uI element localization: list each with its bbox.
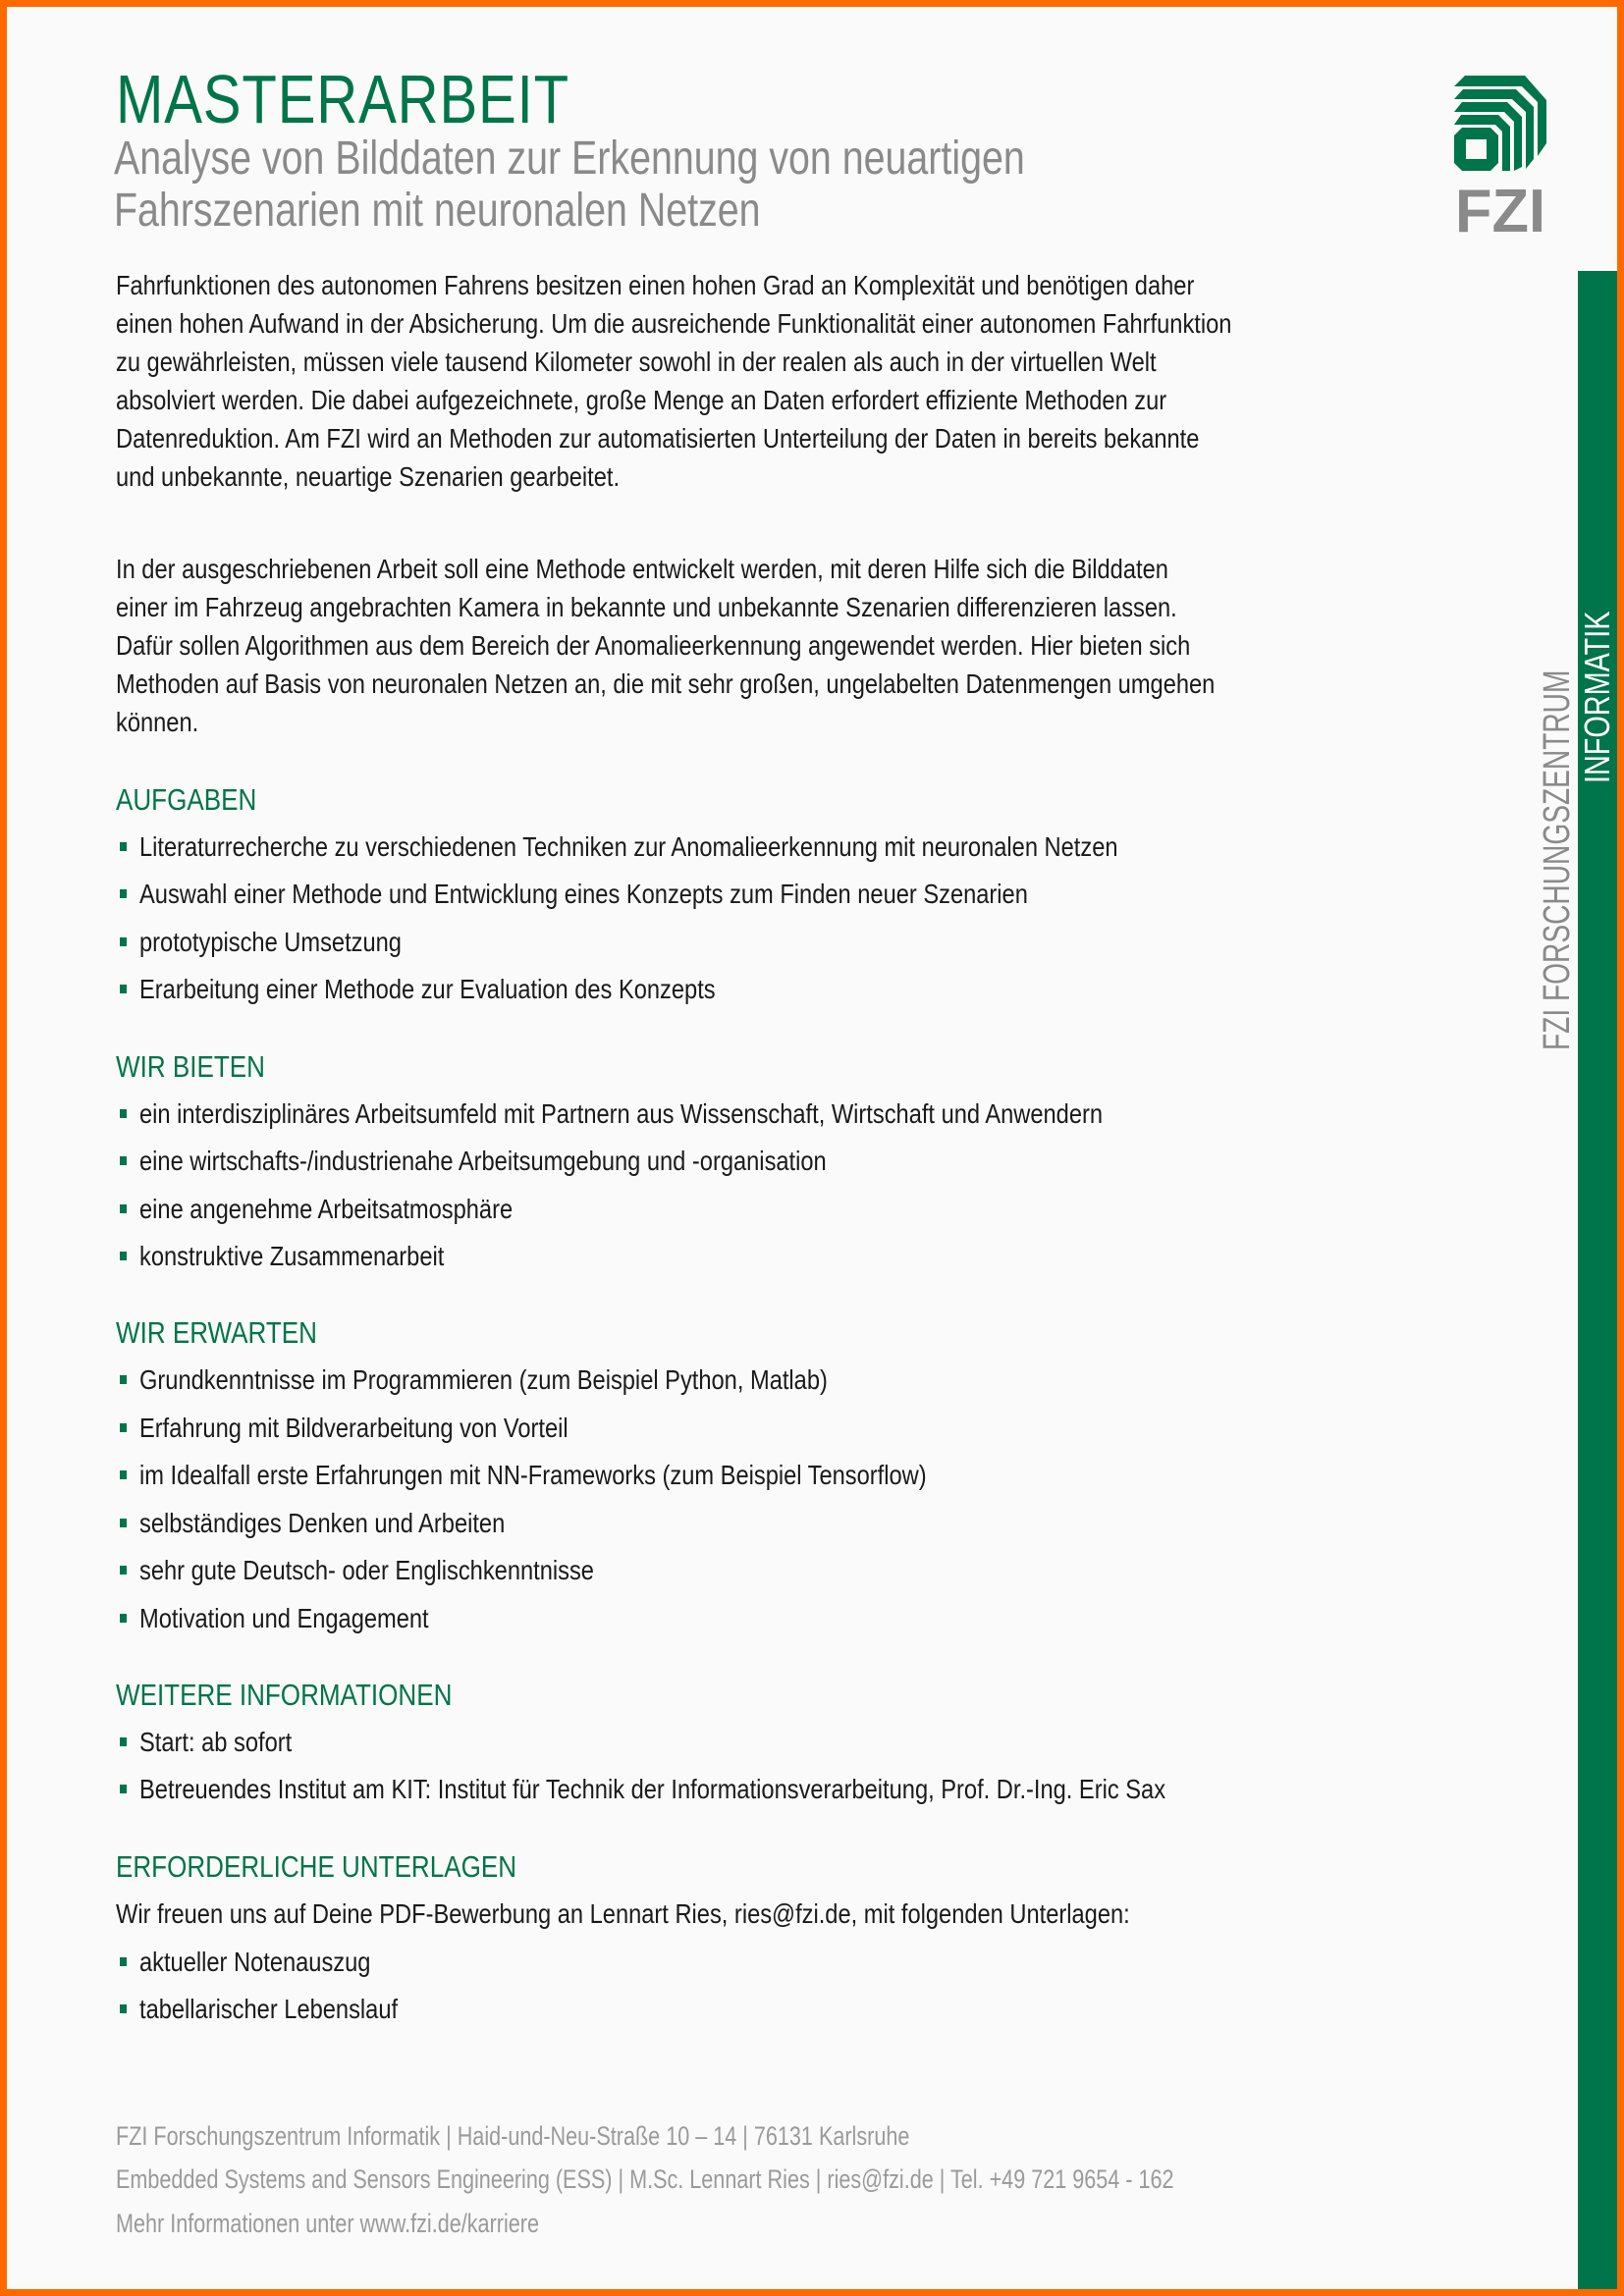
section-heading: ERFORDERLICHE UNTERLAGEN <box>116 1849 517 1884</box>
paragraph-line: Dafür sollen Algorithmen aus dem Bereich der Anomalieerkennung angewendet werden. Hier bieten sich <box>116 630 1191 661</box>
list-item: Grundkenntnisse im Programmieren (zum Beispiel Python, Matlab) <box>139 1364 828 1395</box>
side-banner-org-name: FZI FORSCHUNGSZENTRUM <box>1537 669 1578 1050</box>
list-item: Start: ab sofort <box>139 1727 293 1757</box>
bullet-icon <box>120 1785 127 1793</box>
list-item: Auswahl einer Methode und Entwicklung eines Konzepts zum Finden neuer Szenarien <box>139 879 1028 909</box>
subtitle-line-2: Fahrszenarien mit neuronalen Netzen <box>114 185 761 237</box>
fzi-logo <box>1451 73 1549 236</box>
bullet-icon <box>120 1423 127 1432</box>
list-item: eine wirtschafts-/industrienahe Arbeitsumgebung und -organisation <box>139 1146 827 1176</box>
list-item: eine angenehme Arbeitsatmosphäre <box>139 1194 514 1224</box>
paragraph-line: absolviert werden. Die dabei aufgezeichnete, große Menge an Daten erfordert effiziente Methoden zur <box>116 385 1167 415</box>
bullet-icon <box>120 1519 127 1527</box>
page-title: MASTERARBEIT <box>116 61 569 137</box>
application-intro-text: Wir freuen uns auf Deine PDF-Bewerbung an Lennart Ries, ries@fzi.de, mit folgenden Unterlagen: <box>116 1898 1130 1929</box>
list-item: im Idealfall erste Erfahrungen mit NN-Frameworks (zum Beispiel Tensorflow) <box>139 1460 927 1490</box>
bullet-icon <box>120 1614 127 1623</box>
list-item: ein interdisziplinäres Arbeitsumfeld mit Partnern aus Wissenschaft, Wirtschaft und Anwendern <box>139 1098 1104 1129</box>
footer-address: FZI Forschungszentrum Informatik | Haid-und-Neu-Straße 10 – 14 | 76131 Karlsruhe <box>116 2121 910 2151</box>
bullet-icon <box>120 842 127 851</box>
list-item: Erfahrung mit Bildverarbeitung von Vorteil <box>139 1413 568 1443</box>
bullet-icon <box>120 937 127 946</box>
paragraph-line: In der ausgeschriebenen Arbeit soll eine Methode entwickelt werden, mit deren Hilfe sich die Bilddaten <box>116 554 1168 584</box>
list-item: konstruktive Zusammenarbeit <box>139 1241 445 1271</box>
list-item: tabellarischer Lebenslauf <box>139 1994 399 2024</box>
subtitle-line-1: Analyse von Bilddaten zur Erkennung von neuartigen <box>114 133 1025 185</box>
bullet-icon <box>120 1957 127 1966</box>
paragraph-line: einer im Fahrzeug angebrachten Kamera in bekannte und unbekannte Szenarien differenzieren lassen. <box>116 592 1177 622</box>
footer-more-info-link[interactable]: Mehr Informationen unter www.fzi.de/karriere <box>116 2209 539 2238</box>
list-item: selbständiges Denken und Arbeiten <box>139 1508 506 1538</box>
paragraph-line: können. <box>116 707 199 737</box>
paragraph-line: Methoden auf Basis von neuronalen Netzen an, die mit sehr großen, ungelabelten Datenmengen umgehen <box>116 668 1216 699</box>
list-item: Literaturrecherche zu verschiedenen Techniken zur Anomalieerkennung mit neuronalen Netzen <box>139 831 1118 862</box>
section-heading: AUFGABEN <box>116 782 257 817</box>
side-banner-gray-text <box>1539 536 1576 1050</box>
paragraph-line: zu gewährleisten, müssen viele tausend Kilometer sowohl in der realen als auch in der virtuellen Welt <box>116 347 1157 377</box>
list-item: sehr gute Deutsch- oder Englischkenntnisse <box>139 1555 594 1585</box>
side-banner-informatik: INFORMATIK <box>1577 611 1617 783</box>
paragraph-line: Fahrfunktionen des autonomen Fahrens besitzen einen hohen Grad an Komplexität und benötigen daher <box>116 270 1195 300</box>
bullet-icon <box>120 1566 127 1575</box>
section-heading: WEITERE INFORMATIONEN <box>116 1678 453 1712</box>
fzi-logo-icon <box>1451 73 1549 236</box>
bullet-icon <box>120 1204 127 1213</box>
list-item: Erarbeitung einer Methode zur Evaluation des Konzepts <box>139 974 716 1004</box>
list-item: Motivation und Engagement <box>139 1603 429 1633</box>
footer-contact[interactable]: Embedded Systems and Sensors Engineering (ESS) | M.Sc. Lennart Ries | ries@fzi.de | Tel. +49 721 9654 - 162 <box>116 2164 1174 2194</box>
bullet-icon <box>120 1252 127 1260</box>
fzi-logo-text: FZI <box>1455 178 1545 236</box>
paragraph-line: Datenreduktion. Am FZI wird an Methoden zur automatisierten Unterteilung der Daten in bereits bekannte <box>116 423 1200 454</box>
bullet-icon <box>120 1737 127 1746</box>
side-banner-white-text <box>1577 568 1617 783</box>
list-item: prototypische Umsetzung <box>139 927 402 957</box>
list-item: aktueller Notenauszug <box>139 1947 371 1977</box>
list-item: Betreuendes Institut am KIT: Institut für Technik der Informationsverarbeitung, Prof. Dr.-Ing. Eric Sax <box>139 1774 1166 1804</box>
section-heading: WIR BIETEN <box>116 1049 265 1084</box>
bullet-icon <box>120 985 127 993</box>
bullet-icon <box>120 1375 127 1384</box>
bullet-icon <box>120 2004 127 2013</box>
bullet-icon <box>120 1470 127 1479</box>
paragraph-line: und unbekannte, neuartige Szenarien gearbeitet. <box>116 461 621 492</box>
paragraph-line: einen hohen Aufwand in der Absicherung. Um die ausreichende Funktionalität einer autonomen Fahrfunktion <box>116 308 1232 339</box>
bullet-icon <box>120 889 127 898</box>
section-heading: WIR ERWARTEN <box>116 1315 317 1350</box>
bullet-icon <box>120 1156 127 1165</box>
bullet-icon <box>120 1109 127 1118</box>
